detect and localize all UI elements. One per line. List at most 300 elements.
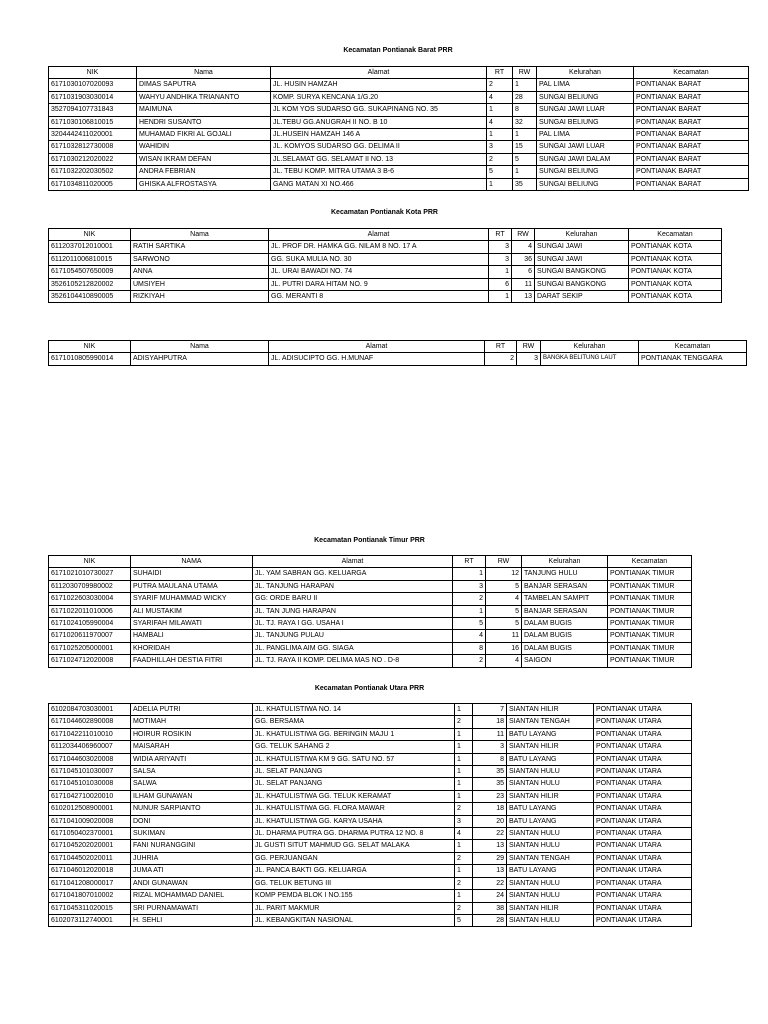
table-cell: JL KOM YOS SUDARSO GG. SUKAPINANG NO. 35 <box>271 104 487 116</box>
table-cell: NUNUR SARPIANTO <box>131 803 253 815</box>
table-cell: 6171030107020093 <box>49 79 137 91</box>
table-cell: JL. KHATULISTIWA GG. BERINGIN MAJU 1 <box>253 728 455 740</box>
table-cell: 4 <box>487 91 513 103</box>
table-cell: 1 <box>487 104 513 116</box>
table-cell: SALSA <box>131 766 253 778</box>
table-cell: JL. KHATULISTIWA KM 9 GG. SATU NO. 57 <box>253 753 455 765</box>
table-cell: PONTIANAK BARAT <box>634 104 749 116</box>
table-cell: 16 <box>486 642 522 654</box>
table-header-row <box>49 341 747 353</box>
table-cell: GANG MATAN XI NO.466 <box>271 178 487 190</box>
table-cell: SUNGAI BANGKONG <box>535 278 629 290</box>
table-cell: 3526104410890005 <box>49 291 131 303</box>
table-row <box>49 877 692 889</box>
table-cell: PONTIANAK UTARA <box>594 741 692 753</box>
column-header: Kelurahan <box>522 556 608 568</box>
table-cell: 6171032202030502 <box>49 166 137 178</box>
table-cell: 1 <box>455 753 473 765</box>
table-cell: JUMA ATI <box>131 865 253 877</box>
table-row <box>49 828 692 840</box>
table-cell: 8 <box>473 753 507 765</box>
table-cell: PONTIANAK UTARA <box>594 865 692 877</box>
table-cell: MAIMUNA <box>137 104 271 116</box>
table-cell: 1 <box>487 178 513 190</box>
column-header: RW <box>486 556 522 568</box>
column-header: Kelurahan <box>535 229 629 241</box>
table-cell: 3 <box>517 353 541 365</box>
table-cell: 6171045202020001 <box>49 840 131 852</box>
table-cell: 3 <box>487 141 513 153</box>
table-row <box>49 593 692 605</box>
column-header: Alamat <box>253 556 453 568</box>
table-cell: TAMBELAN SAMPIT <box>522 593 608 605</box>
column-header: Nama <box>137 67 271 79</box>
table-cell: 20 <box>473 815 507 827</box>
table-cell: JL. SELAT PANJANG <box>253 766 455 778</box>
table-row <box>49 766 692 778</box>
table-cell: 11 <box>473 728 507 740</box>
table-cell: 1 <box>455 778 473 790</box>
table-row <box>49 141 749 153</box>
table-cell: 32 <box>513 116 537 128</box>
table-cell: JL. YAM SABRAN GG. KELUARGA <box>253 568 453 580</box>
table-cell: 6171041807010002 <box>49 890 131 902</box>
table-cell: JL. KHATULISTIWA NO. 14 <box>253 704 455 716</box>
column-header: Alamat <box>271 67 487 79</box>
table-cell: SIANTAN TENGAH <box>507 716 594 728</box>
table-cell: 5 <box>486 618 522 630</box>
table-cell: DALAM BUGIS <box>522 630 608 642</box>
table-cell: PONTIANAK UTARA <box>594 828 692 840</box>
table-cell: JL. TANJUNG HARAPAN <box>253 580 453 592</box>
table-cell: PONTIANAK TIMUR <box>608 580 692 592</box>
table-cell: 6171044603020008 <box>49 753 131 765</box>
table-row <box>49 840 692 852</box>
table-cell: 4 <box>453 630 486 642</box>
table-cell: PAL LIMA <box>537 129 634 141</box>
table-cell: PONTIANAK UTARA <box>594 890 692 902</box>
column-header: RW <box>512 229 535 241</box>
table-cell: DIMAS SAPUTRA <box>137 79 271 91</box>
column-header: RT <box>485 341 517 353</box>
table-cell: BATU LAYANG <box>507 753 594 765</box>
table-cell: 6102012508900001 <box>49 803 131 815</box>
table-cell: 6171022011010006 <box>49 605 131 617</box>
table-cell: 1 <box>455 728 473 740</box>
table-cell: HAMBALI <box>131 630 253 642</box>
table-header-row <box>49 229 722 241</box>
table-cell: TANJUNG HULU <box>522 568 608 580</box>
table-cell: 6171041009020008 <box>49 815 131 827</box>
table-cell: JL.SELAMAT GG. SELAMAT II NO. 13 <box>271 153 487 165</box>
table-cell: JL. TANJUNG PULAU <box>253 630 453 642</box>
table-cell: PONTIANAK UTARA <box>594 778 692 790</box>
table-cell: RIZAL MOHAMMAD DANIEL <box>131 890 253 902</box>
table-cell: 3 <box>455 815 473 827</box>
column-header: NIK <box>49 67 137 79</box>
table-row <box>49 116 749 128</box>
table-row <box>49 79 749 91</box>
table-cell: PONTIANAK BARAT <box>634 178 749 190</box>
table-cell: HOIRUR ROSIKIN <box>131 728 253 740</box>
table-cell: 1 <box>453 568 486 580</box>
column-header: RT <box>489 229 512 241</box>
table-cell: PONTIANAK BARAT <box>634 141 749 153</box>
table-cell: SUNGAI BELIUNG <box>537 91 634 103</box>
table-cell: PONTIANAK KOTA <box>629 253 722 265</box>
table-cell: SIANTAN HILIR <box>507 704 594 716</box>
table-cell: DALAM BUGIS <box>522 618 608 630</box>
table-cell: PONTIANAK UTARA <box>594 728 692 740</box>
table-cell: 6171045311020015 <box>49 902 131 914</box>
table-cell: SYARIFAH MILAWATI <box>131 618 253 630</box>
table-cell: 5 <box>487 166 513 178</box>
table-cell: PONTIANAK BARAT <box>634 166 749 178</box>
table-cell: PONTIANAK UTARA <box>594 790 692 802</box>
table-cell: PONTIANAK TIMUR <box>608 655 692 667</box>
table-cell: PONTIANAK BARAT <box>634 153 749 165</box>
table-cell: PONTIANAK UTARA <box>594 852 692 864</box>
table-cell: 3 <box>489 253 512 265</box>
table-cell: 7 <box>473 704 507 716</box>
table-cell: 12 <box>486 568 522 580</box>
table-cell: 2 <box>455 803 473 815</box>
table-cell: JL.HUSEIN HAMZAH 146 A <box>271 129 487 141</box>
table-cell: WISAN IKRAM DEFAN <box>137 153 271 165</box>
table-cell: 6171024712020008 <box>49 655 131 667</box>
table-cell: 3 <box>453 580 486 592</box>
table-cell: DONI <box>131 815 253 827</box>
table-cell: 6112034406960007 <box>49 741 131 753</box>
table-cell: JL. KOMYOS SUDARSO GG. DELIMA II <box>271 141 487 153</box>
table-cell: BANJAR SERASAN <box>522 580 608 592</box>
table-cell: PONTIANAK TENGGARA <box>639 353 747 365</box>
table-cell: 5 <box>513 153 537 165</box>
table-cell: 1 <box>513 79 537 91</box>
table-row <box>49 353 747 365</box>
column-header: RT <box>487 67 513 79</box>
column-header: Kecamatan <box>608 556 692 568</box>
table-row <box>49 753 692 765</box>
table-cell: MAISARAH <box>131 741 253 753</box>
table-cell: SUNGAI JAWI <box>535 253 629 265</box>
table-cell: PONTIANAK TIMUR <box>608 568 692 580</box>
table-cell: 6171030212020022 <box>49 153 137 165</box>
table-row <box>49 618 692 630</box>
table-row <box>49 803 692 815</box>
table-cell: GHISKA ALFROSTASYA <box>137 178 271 190</box>
table-cell: PUTRA MAULANA UTAMA <box>131 580 253 592</box>
table-cell: GG: ORDE BARU II <box>253 593 453 605</box>
table-cell: PONTIANAK UTARA <box>594 716 692 728</box>
table-row <box>49 568 692 580</box>
table-row <box>49 852 692 864</box>
table-cell: 6171054507650009 <box>49 266 131 278</box>
table-cell: JL. PANCA BAKTI GG. KELUARGA <box>253 865 455 877</box>
table-row <box>49 865 692 877</box>
table-cell: FAADHILLAH DESTIA FITRI <box>131 655 253 667</box>
table-cell: 6102084703030001 <box>49 704 131 716</box>
table-cell: SUNGAI JAWI DALAM <box>537 153 634 165</box>
table-cell: 2 <box>455 902 473 914</box>
table-row <box>49 778 692 790</box>
title-timur: Kecamatan Pontianak Timur PRR <box>314 537 425 544</box>
table-cell: ANDI GUNAWAN <box>131 877 253 889</box>
table-cell: 4 <box>455 828 473 840</box>
table-cell: 2 <box>453 593 486 605</box>
table-cell: SUNGAI JAWI LUAR <box>537 141 634 153</box>
column-header: NIK <box>49 341 131 353</box>
table-cell: 1 <box>455 766 473 778</box>
column-header: NAMA <box>131 556 253 568</box>
table-cell: ALI MUSTAKIM <box>131 605 253 617</box>
table-cell: 1 <box>455 790 473 802</box>
table-cell: 28 <box>513 91 537 103</box>
table-cell: SUNGAI BELIUNG <box>537 178 634 190</box>
table-cell: 6112030709980002 <box>49 580 131 592</box>
table-cell: 13 <box>512 291 535 303</box>
table-cell: 1 <box>455 865 473 877</box>
table-cell: SIANTAN HULU <box>507 877 594 889</box>
table-cell: SIANTAN HULU <box>507 778 594 790</box>
table-cell: PONTIANAK BARAT <box>634 91 749 103</box>
table-header-row <box>49 67 749 79</box>
table-cell: KOMP. SURYA KENCANA 1/G.20 <box>271 91 487 103</box>
table-cell: ADISYAHPUTRA <box>131 353 269 365</box>
table-cell: 38 <box>473 902 507 914</box>
table-cell: 22 <box>473 877 507 889</box>
table-cell: PONTIANAK UTARA <box>594 914 692 926</box>
column-header: RW <box>517 341 541 353</box>
table-cell: 2 <box>455 852 473 864</box>
table-cell: JL. PROF DR. HAMKA GG. NILAM 8 NO. 17 A <box>269 241 489 253</box>
table-cell: JL. KEBANGKITAN NASIONAL <box>253 914 455 926</box>
table-cell: 35 <box>513 178 537 190</box>
table-cell: PONTIANAK UTARA <box>594 766 692 778</box>
table-cell: SIANTAN HULU <box>507 840 594 852</box>
table-cell: 6171022603030004 <box>49 593 131 605</box>
table-cell: 8 <box>513 104 537 116</box>
table-cell: GG. TELUK BETUNG III <box>253 877 455 889</box>
table-row <box>49 902 692 914</box>
table-cell: 11 <box>486 630 522 642</box>
table-cell: 6171041208000017 <box>49 877 131 889</box>
table-cell: MOTIMAH <box>131 716 253 728</box>
column-header: RW <box>513 67 537 79</box>
table-cell: JL. TAN JUNG HARAPAN <box>253 605 453 617</box>
table-cell: 1 <box>513 166 537 178</box>
table-row <box>49 129 749 141</box>
table-cell: SUKIMAN <box>131 828 253 840</box>
table-cell: BANGKA BELITUNG LAUT <box>541 353 639 365</box>
table-cell: 2 <box>487 153 513 165</box>
table-cell: 1 <box>453 605 486 617</box>
column-header: Kelurahan <box>541 341 639 353</box>
table-row <box>49 815 692 827</box>
column-header: Kecamatan <box>639 341 747 353</box>
table-row <box>49 704 692 716</box>
table-row <box>49 91 749 103</box>
table-cell: 6171034811020005 <box>49 178 137 190</box>
table-cell: 13 <box>473 865 507 877</box>
table-cell: BANJAR SERASAN <box>522 605 608 617</box>
table-row <box>49 580 692 592</box>
table-cell: 1 <box>489 291 512 303</box>
table-row <box>49 914 692 926</box>
table-cell: PONTIANAK BARAT <box>634 79 749 91</box>
table-cell: 6171025205000001 <box>49 642 131 654</box>
table-cell: PONTIANAK TIMUR <box>608 618 692 630</box>
table-cell: 6171042211010010 <box>49 728 131 740</box>
table-cell: JL. SELAT PANJANG <box>253 778 455 790</box>
table-cell: WAHYU ANDHIKA TRIANANTO <box>137 91 271 103</box>
table-cell: PONTIANAK TIMUR <box>608 630 692 642</box>
table-cell: 5 <box>486 580 522 592</box>
table-cell: SIANTAN HULU <box>507 766 594 778</box>
table-tenggara <box>48 340 747 366</box>
table-row <box>49 741 692 753</box>
table-row <box>49 630 692 642</box>
table-cell: PONTIANAK KOTA <box>629 291 722 303</box>
table-cell: SIANTAN HULU <box>507 828 594 840</box>
table-cell: 6171045101030008 <box>49 778 131 790</box>
table-cell: MUHAMAD FIKRI AL GOJALI <box>137 129 271 141</box>
table-cell: SUNGAI BANGKONG <box>535 266 629 278</box>
table-cell: PONTIANAK UTARA <box>594 753 692 765</box>
table-row <box>49 241 722 253</box>
table-cell: SUNGAI BELIUNG <box>537 166 634 178</box>
table-cell: PONTIANAK UTARA <box>594 704 692 716</box>
table-cell: 6 <box>489 278 512 290</box>
table-cell: BATU LAYANG <box>507 728 594 740</box>
table-cell: 13 <box>473 840 507 852</box>
table-cell: SUNGAI BELIUNG <box>537 116 634 128</box>
table-row <box>49 253 722 265</box>
table-cell: 6171044502020011 <box>49 852 131 864</box>
table-cell: 28 <box>473 914 507 926</box>
table-cell: SUNGAI JAWI <box>535 241 629 253</box>
table-cell: JL. PUTRI DARA HITAM NO. 9 <box>269 278 489 290</box>
table-cell: SIANTAN TENGAH <box>507 852 594 864</box>
table-cell: SUHAIDI <box>131 568 253 580</box>
table-cell: 22 <box>473 828 507 840</box>
table-cell: ILHAM GUNAWAN <box>131 790 253 802</box>
table-utara <box>48 703 692 927</box>
table-cell: 3527094107731843 <box>49 104 137 116</box>
column-header: Kecamatan <box>634 67 749 79</box>
title-kota: Kecamatan Pontianak Kota PRR <box>331 209 438 216</box>
table-cell: PONTIANAK TIMUR <box>608 642 692 654</box>
table-cell: GG. PERJUANGAN <box>253 852 455 864</box>
table-row <box>49 166 749 178</box>
table-cell: 2 <box>455 716 473 728</box>
table-cell: GG. MERANTI 8 <box>269 291 489 303</box>
table-cell: 1 <box>489 266 512 278</box>
table-cell: BATU LAYANG <box>507 865 594 877</box>
table-cell: 6102073112740001 <box>49 914 131 926</box>
table-cell: 6171021010730027 <box>49 568 131 580</box>
table-cell: BATU LAYANG <box>507 815 594 827</box>
column-header: Kelurahan <box>537 67 634 79</box>
table-cell: BATU LAYANG <box>507 803 594 815</box>
table-row <box>49 890 692 902</box>
table-cell: ANDRA FEBRIAN <box>137 166 271 178</box>
table-timur <box>48 555 692 668</box>
table-cell: H. SEHLI <box>131 914 253 926</box>
table-cell: 2 <box>485 353 517 365</box>
table-row <box>49 266 722 278</box>
table-row <box>49 178 749 190</box>
table-cell: PONTIANAK BARAT <box>634 129 749 141</box>
table-cell: 3204442411020001 <box>49 129 137 141</box>
table-cell: 6171024105990004 <box>49 618 131 630</box>
table-cell: JL GUSTI SITUT MAHMUD GG. SELAT MALAKA <box>253 840 455 852</box>
table-cell: JL. PARIT MAKMUR <box>253 902 455 914</box>
table-cell: PONTIANAK UTARA <box>594 815 692 827</box>
table-cell: RATIH SARTIKA <box>131 241 269 253</box>
table-cell: PONTIANAK BARAT <box>634 116 749 128</box>
table-row <box>49 655 692 667</box>
table-cell: PAL LIMA <box>537 79 634 91</box>
table-cell: 6171044602890008 <box>49 716 131 728</box>
table-cell: DALAM BUGIS <box>522 642 608 654</box>
table-cell: 4 <box>512 241 535 253</box>
table-cell: 1 <box>455 704 473 716</box>
table-cell: JL. TEBU KOMP. MITRA UTAMA 3 B-6 <box>271 166 487 178</box>
table-cell: 6171031903030014 <box>49 91 137 103</box>
table-cell: PONTIANAK UTARA <box>594 803 692 815</box>
table-cell: 8 <box>453 642 486 654</box>
table-cell: 1 <box>455 741 473 753</box>
column-header: Nama <box>131 229 269 241</box>
table-cell: ANNA <box>131 266 269 278</box>
table-cell: JL. DHARMA PUTRA GG. DHARMA PUTRA 12 NO. 8 <box>253 828 455 840</box>
table-cell: GG. SUKA MULIA NO. 30 <box>269 253 489 265</box>
table-cell: 4 <box>487 116 513 128</box>
table-cell: KOMP PEMDA BLOK I NO.155 <box>253 890 455 902</box>
table-row <box>49 291 722 303</box>
table-cell: GG. BERSAMA <box>253 716 455 728</box>
table-cell: 6 <box>512 266 535 278</box>
table-cell: 18 <box>473 716 507 728</box>
table-cell: PONTIANAK TIMUR <box>608 593 692 605</box>
table-cell: 1 <box>455 890 473 902</box>
table-barat <box>48 66 749 191</box>
table-cell: SIANTAN HILIR <box>507 741 594 753</box>
table-cell: 23 <box>473 790 507 802</box>
table-cell: SRI PURNAMAWATI <box>131 902 253 914</box>
table-cell: 6112011006810015 <box>49 253 131 265</box>
column-header: RT <box>453 556 486 568</box>
table-cell: UMSIYEH <box>131 278 269 290</box>
table-row <box>49 642 692 654</box>
table-cell: PONTIANAK UTARA <box>594 902 692 914</box>
table-row <box>49 104 749 116</box>
table-cell: PONTIANAK UTARA <box>594 877 692 889</box>
table-cell: 36 <box>512 253 535 265</box>
title-utara: Kecamatan Pontianak Utara PRR <box>314 685 425 692</box>
table-cell: 6171010805990014 <box>49 353 131 365</box>
table-cell: 4 <box>486 593 522 605</box>
table-cell: JL. KHATULISTIWA GG. TELUK KERAMAT <box>253 790 455 802</box>
table-cell: WAHIDIN <box>137 141 271 153</box>
table-cell: JL.TEBU GG.ANUGRAH II NO. B 10 <box>271 116 487 128</box>
table-cell: JL. PANGLIMA AIM GG. SIAGA <box>253 642 453 654</box>
column-header: NIK <box>49 229 131 241</box>
table-cell: 2 <box>455 877 473 889</box>
table-cell: WIDIA ARIYANTI <box>131 753 253 765</box>
table-cell: 24 <box>473 890 507 902</box>
